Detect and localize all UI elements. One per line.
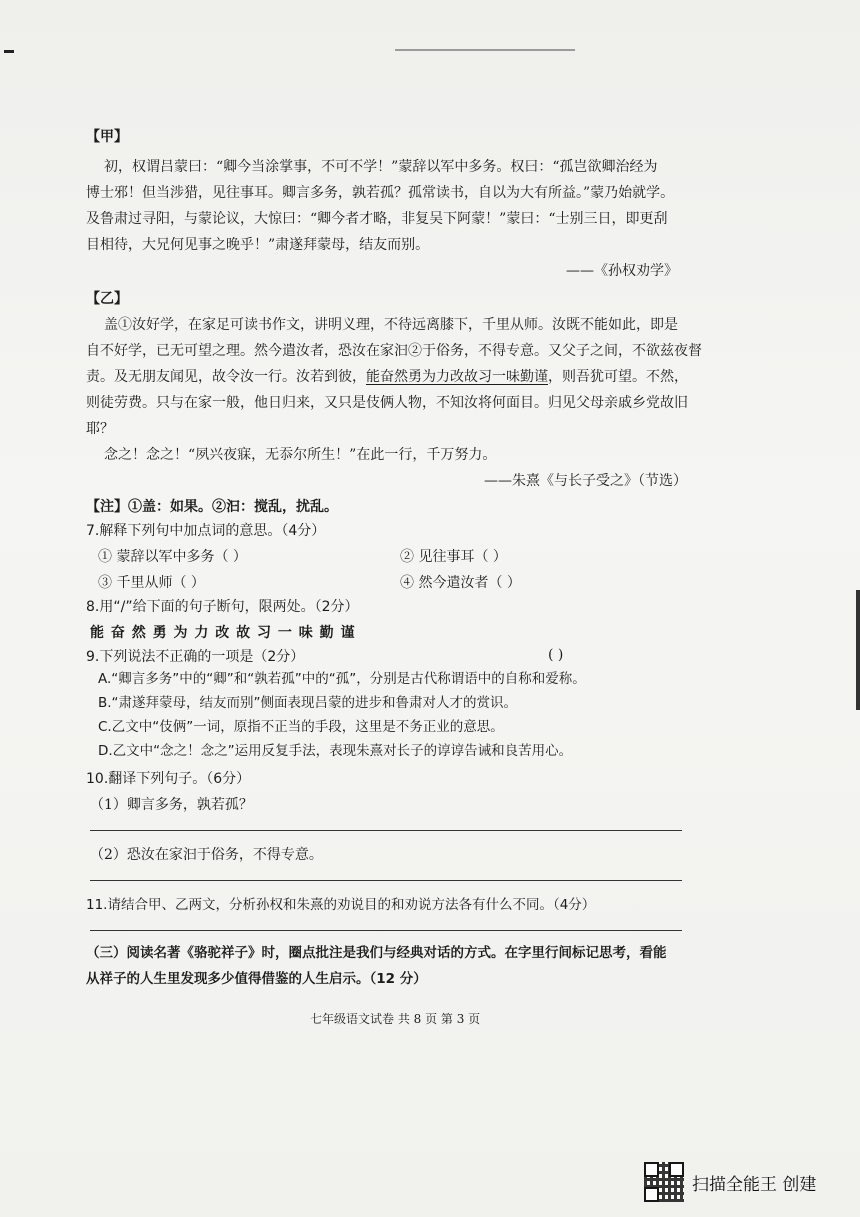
- top-scan-line: [395, 49, 575, 51]
- question-11-stem: 11.请结合甲、乙两文，分析孙权和朱熹的劝说目的和劝说方法各有什么不同。（4分）: [86, 897, 596, 913]
- passage-yi-line: 耶？: [86, 421, 114, 437]
- passage-jia-line: 初，权谓吕蒙曰：“卿今当涂掌事，不可不学！”蒙辞以军中多务。权曰：“孤岂欲卿治经为: [104, 159, 658, 175]
- answer-line: [90, 880, 682, 881]
- question-7-item: ④ 然今遣汝者（ ）: [400, 575, 521, 591]
- question-9-option: B.“肃遂拜蒙母，结友而别”侧面表现吕蒙的进步和鲁肃对人才的赏识。: [98, 695, 518, 711]
- corner-scan-mark: [4, 50, 14, 53]
- passage-yi-text: 责。及无朋友闻见，故令汝一行。汝若到彼，: [86, 369, 366, 385]
- passage-jia-title: 【甲】: [86, 129, 128, 145]
- question-9-option: A.“卿言多务”中的“卿”和“孰若孤”中的“孤”，分别是古代称谓语中的自称和爱称。: [98, 671, 586, 687]
- underlined-sentence: 能奋然勇为力改故习一味勤谨: [366, 369, 548, 385]
- section-3-intro: 从祥子的人生里发现多少值得借鉴的人生启示。（12 分）: [86, 971, 427, 987]
- question-9-answer-blank: ( ): [548, 647, 564, 663]
- question-7-item: ① 蒙辞以军中多务（ ）: [98, 549, 247, 565]
- passage-yi-line: 盖①汝好学，在家足可读书作文，讲明义理，不待远离膝下，千里从师。汝既不能如此，即是: [104, 317, 678, 333]
- passage-yi-line: 则徒劳费。只与在家一般，他日归来，又只是伎俩人物，不知汝将何面目。归见父母亲戚乡党故旧: [86, 395, 688, 411]
- question-7-stem: 7.解释下列句中加点词的意思。（4分）: [86, 523, 326, 539]
- passage-yi-source: ——朱熹《与长子受之》（节选）: [484, 473, 687, 489]
- passage-jia-line: 及鲁肃过寻阳，与蒙论议，大惊曰：“卿今者才略，非复吴下阿蒙！”蒙曰：“士别三日，即更刮: [86, 211, 668, 227]
- question-8-sentence: 能 奋 然 勇 为 力 改 故 习 一 味 勤 谨: [90, 625, 356, 641]
- section-3-intro: （三）阅读名著《骆驼祥子》时，圈点批注是我们与经典对话的方式。在字里行间标记思考，看能: [86, 945, 667, 961]
- passage-yi-line: 自不好学，已无可望之理。然今遣汝者，恐汝在家汩②于俗务，不得专意。又父子之间，不欲兹夜督: [86, 343, 702, 359]
- passage-yi-title: 【乙】: [86, 291, 128, 307]
- question-10-sentence-1: （1）卿言多务，孰若孤？: [90, 797, 253, 813]
- answer-line: [90, 930, 682, 931]
- question-7-item: ② 见往事耳（ ）: [400, 549, 507, 565]
- qr-code-icon: [644, 1162, 684, 1202]
- passage-yi-line: 念之！念之！“夙兴夜寐，无忝尔所生！”在此一行，千万努力。: [104, 447, 497, 463]
- question-7-item: ③ 千里从师（ ）: [98, 575, 205, 591]
- passage-jia-line: 目相待，大兄何见事之晚乎！”肃遂拜蒙母，结友而别。: [86, 237, 430, 253]
- passage-jia-line: 博士邪！但当涉猎，见往事耳。卿言多务，孰若孤？孤常读书，自以为大有所益。”蒙乃始就学。: [86, 185, 675, 201]
- watermark-text: 扫描全能王 创建: [692, 1174, 817, 1195]
- question-10-stem: 10.翻译下列句子。（6分）: [86, 771, 251, 787]
- question-10-sentence-2: （2）恐汝在家汩于俗务，不得专意。: [90, 847, 323, 863]
- question-9-stem: 9.下列说法不正确的一项是（2分）: [86, 649, 305, 665]
- edge-scan-mark: [856, 590, 860, 710]
- question-9-option: C.乙文中“伎俩”一词，原指不正当的手段，这里是不务正业的意思。: [98, 719, 504, 735]
- page-footer: 七年级语文试卷 共 8 页 第 3 页: [310, 1012, 481, 1026]
- passage-jia-source: ——《孙权劝学》: [566, 263, 678, 279]
- answer-line: [90, 830, 682, 831]
- scanner-watermark: [644, 1162, 816, 1202]
- question-9-option: D.乙文中“念之！念之”运用反复手法，表现朱熹对长子的谆谆告诫和良苦用心。: [98, 743, 573, 759]
- annotation-note: 【注】①盖：如果。②汩：搅乱，扰乱。: [86, 499, 338, 515]
- question-8-stem: 8.用“/”给下面的句子断句，限两处。（2分）: [86, 599, 359, 615]
- passage-yi-text: ，则吾犹可望。不然，: [548, 369, 688, 385]
- passage-yi-line: [86, 368, 688, 386]
